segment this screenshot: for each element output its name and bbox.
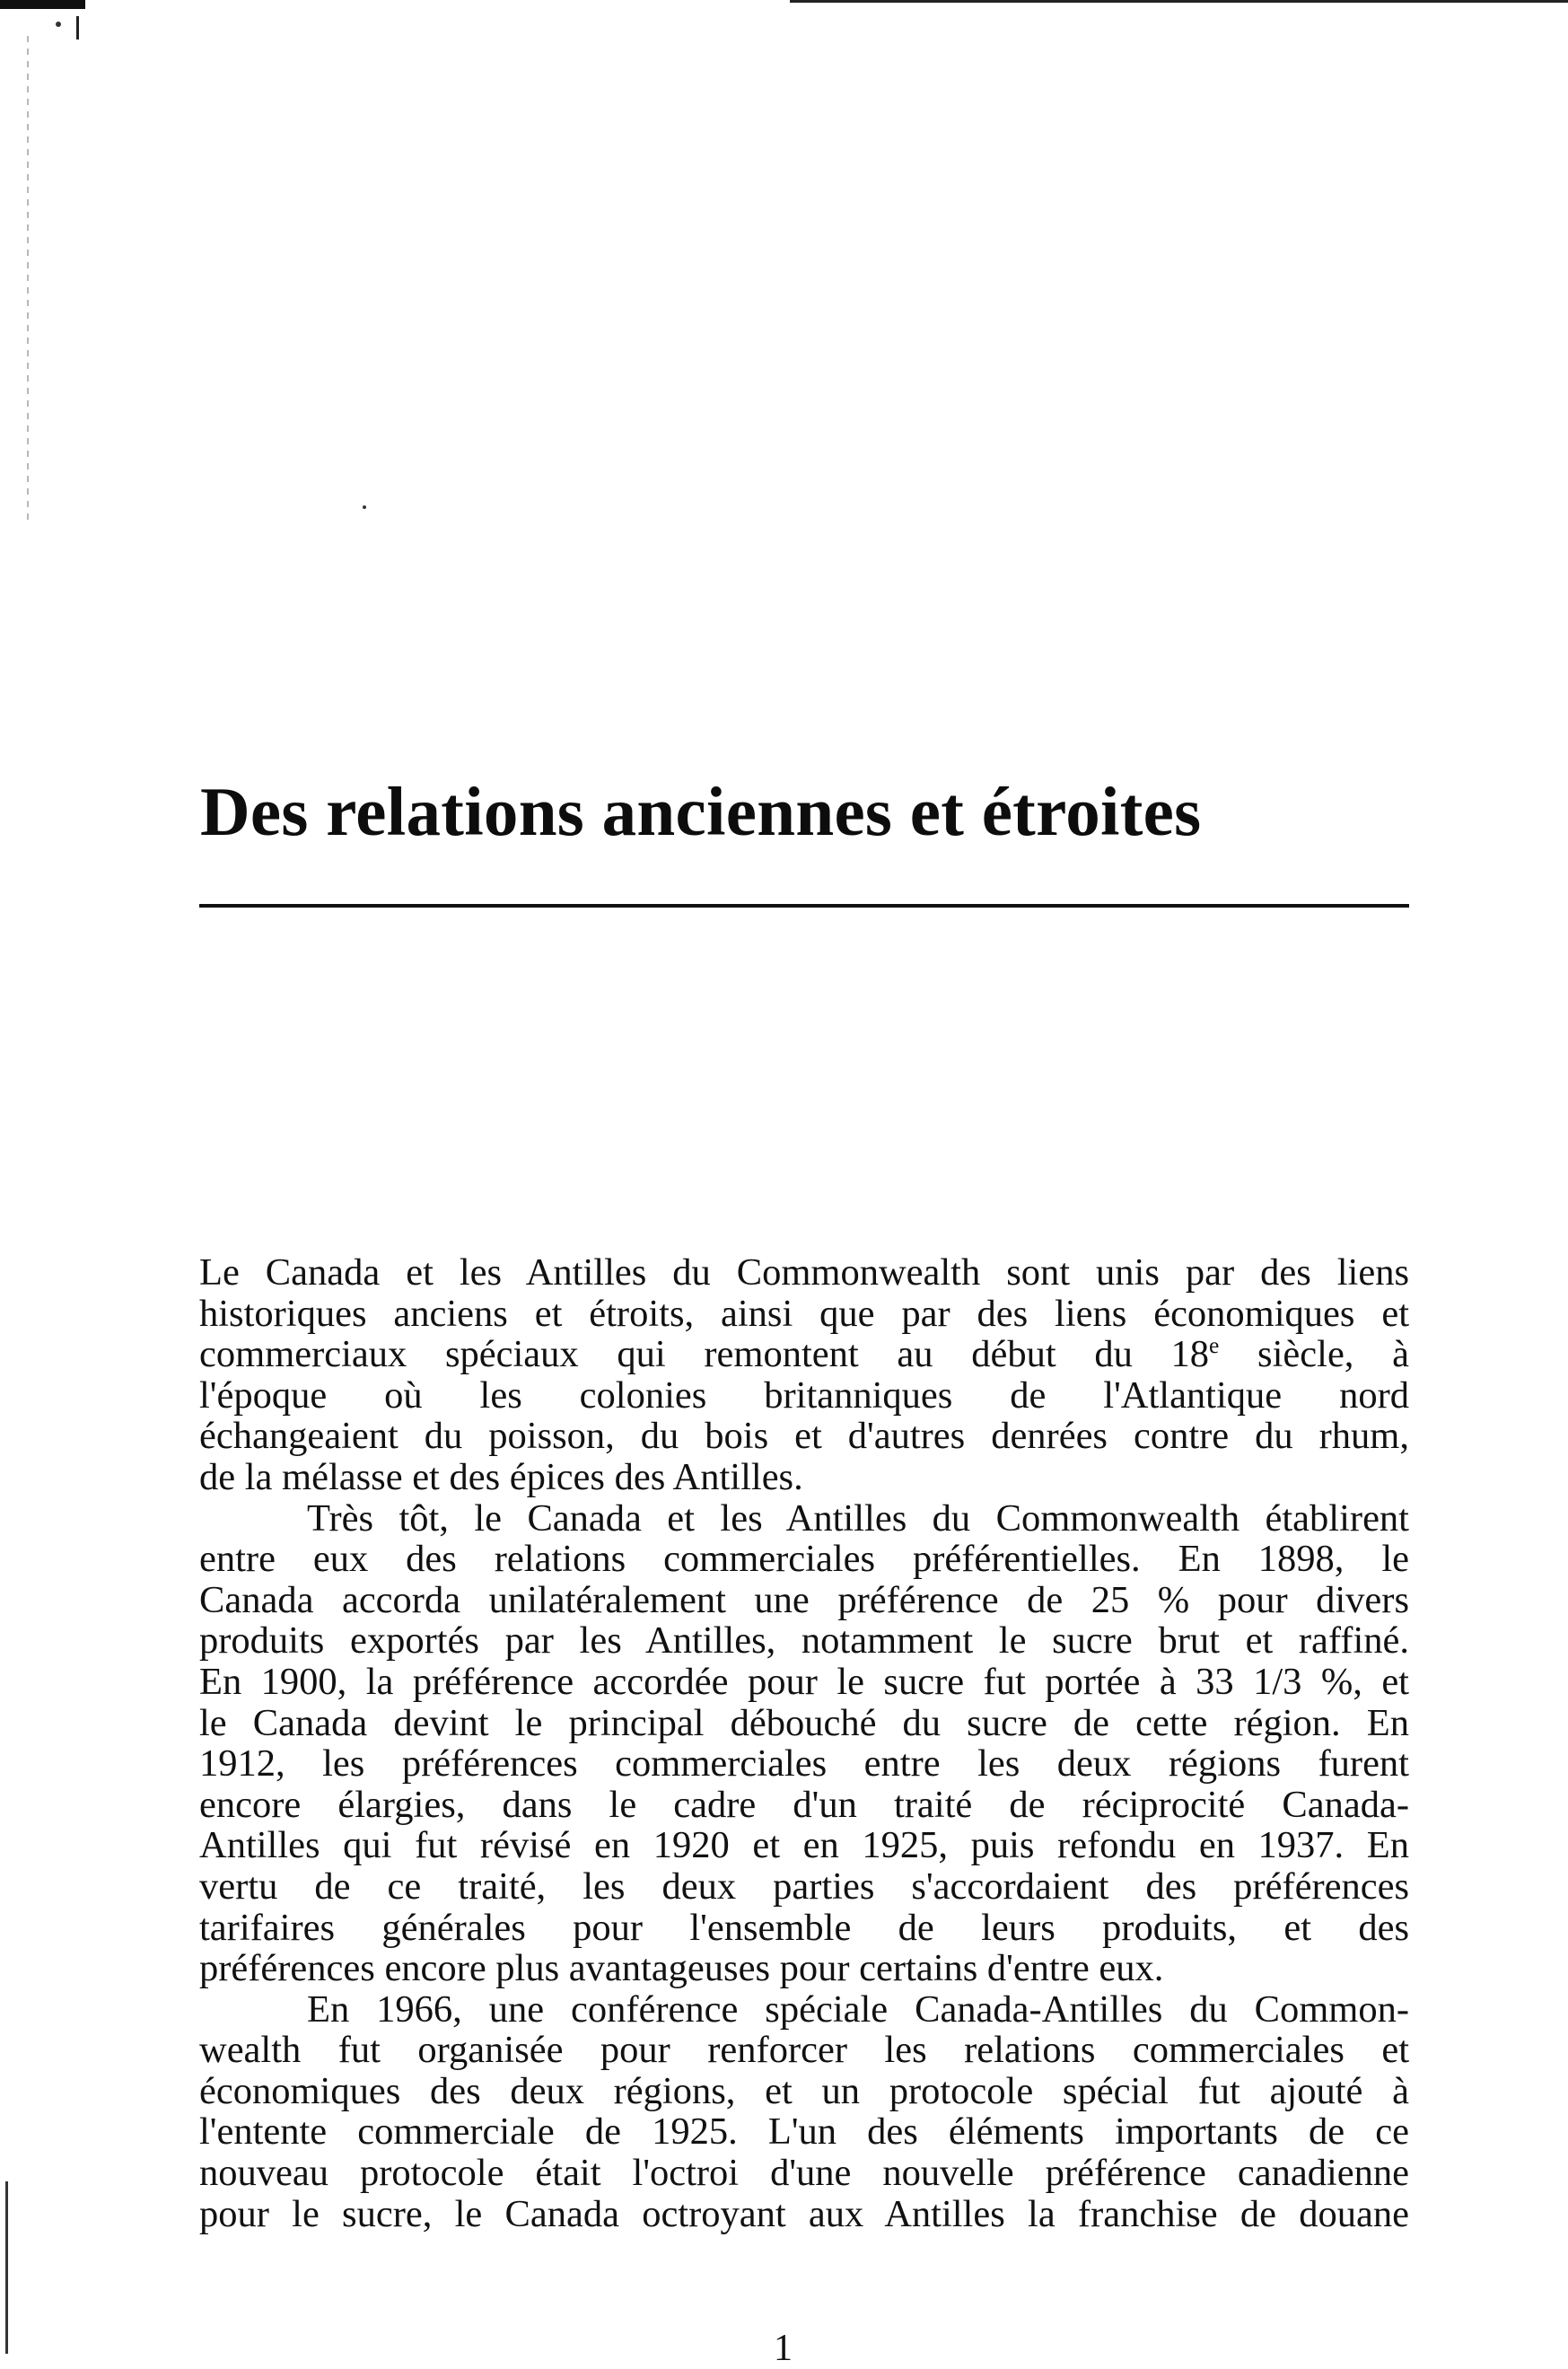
text-line: commerciaux spéciaux qui remontent au début du 18e siècle, à	[199, 1332, 1409, 1376]
text-line: tarifaires générales pour l'ensemble de leurs produits, et des	[199, 1906, 1409, 1949]
text-line: encore élargies, dans le cadre d'un traité de réciprocité Canada-	[199, 1783, 1409, 1826]
text-line: Canada accorda unilatéralement une préférence de 25 % pour divers	[199, 1578, 1409, 1621]
text-line: le Canada devint le principal débouché du sucre de cette région. En	[199, 1701, 1409, 1744]
page-number: 1	[774, 2328, 793, 2369]
body-text	[199, 1252, 1409, 2234]
text-line: vertu de ce traité, les deux parties s'accordaient des préférences	[199, 1864, 1409, 1908]
scan-artifact-left-edge-bottom	[5, 2181, 8, 2354]
text-line: En 1900, la préférence accordée pour le sucre fut portée à 33 1/3 %, et	[199, 1660, 1409, 1703]
text-line: Le Canada et les Antilles du Commonwealth sont unis par des liens	[199, 1251, 1409, 1294]
scan-artifact-tick	[76, 16, 79, 39]
title-divider-rule	[199, 904, 1409, 908]
scan-artifact-top-left	[0, 0, 85, 9]
text-line: 1912, les préférences commerciales entre les deux régions furent	[199, 1742, 1409, 1786]
text-line: entre eux des relations commerciales préférentielles. En 1898, le	[199, 1538, 1409, 1581]
text-line: préférences encore plus avantageuses pour certains d'entre eux.	[199, 1947, 1164, 1990]
text-line: pour le sucre, le Canada octroyant aux Antilles la franchise de douane	[199, 2192, 1409, 2235]
scan-artifact-left-edge	[27, 36, 29, 521]
text-line: l'époque où les colonies britanniques de l'Atlantique nord	[199, 1373, 1409, 1417]
paragraph-3	[199, 1989, 1409, 2235]
text-line: échangeaient du poisson, du bois et d'autres denrées contre du rhum,	[199, 1415, 1409, 1458]
text-line: Très tôt, le Canada et les Antilles du Commonwealth établirent	[307, 1496, 1409, 1540]
text-line: historiques anciens et étroits, ainsi que par des liens économiques et	[199, 1292, 1409, 1335]
text-line: nouveau protocole était l'octroi d'une nouvelle préférence canadienne	[199, 2152, 1409, 2195]
scan-artifact-speck	[363, 505, 366, 509]
text-line: produits exportés par les Antilles, notamment le sucre brut et raffiné.	[199, 1619, 1409, 1663]
text-line: de la mélasse et des épices des Antilles.	[199, 1455, 803, 1498]
scan-artifact-dot	[56, 22, 61, 27]
chapter-title: Des relations anciennes et étroites	[200, 773, 1202, 850]
text-line: En 1966, une conférence spéciale Canada-Antilles du Common-	[307, 1987, 1409, 2031]
paragraph-1	[199, 1252, 1409, 1498]
text-line: l'entente commerciale de 1925. L'un des éléments importants de ce	[199, 2110, 1409, 2154]
text-line: wealth fut organisée pour renforcer les relations commerciales et	[199, 2029, 1409, 2072]
text-line: Antilles qui fut révisé en 1920 et en 1925, puis refondu en 1937. En	[199, 1824, 1409, 1867]
paragraph-2	[199, 1498, 1409, 1989]
scan-artifact-top-line	[790, 0, 1568, 3]
text-line: économiques des deux régions, et un protocole spécial fut ajouté à	[199, 2069, 1409, 2112]
